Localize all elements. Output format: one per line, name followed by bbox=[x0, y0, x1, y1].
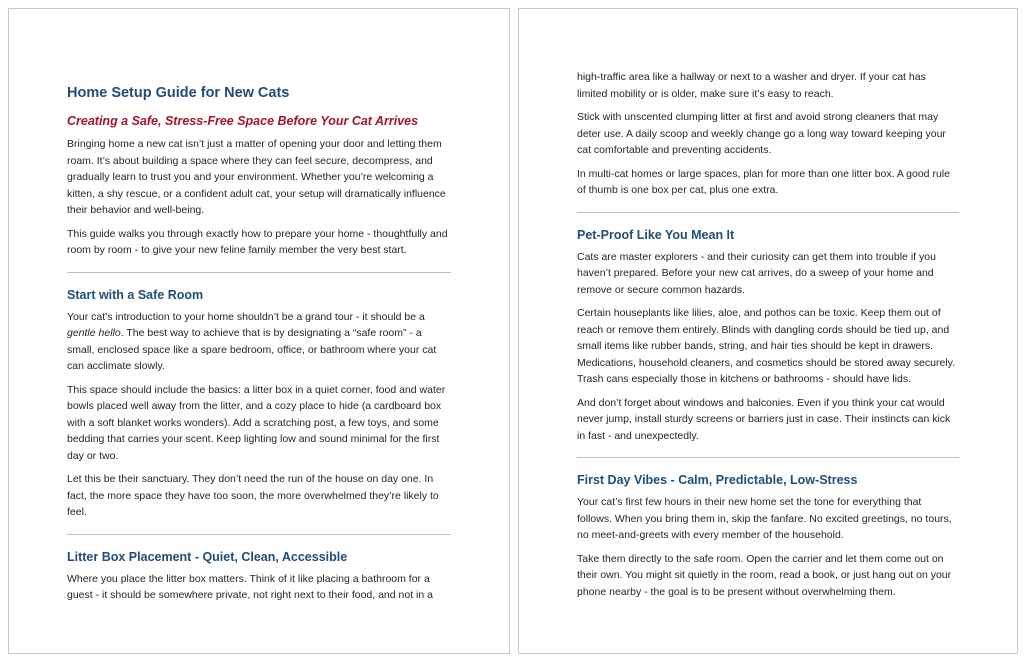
page-right bbox=[518, 8, 1018, 654]
intro-paragraph: Bringing home a new cat isn’t just a matter of opening your door and letting them roam. It’s about building a space where they can feel secure, decompress, and gradually learn to trust you and your environment. Whether you’re welcoming a kitten, a shy rescue, or a confident adult cat, your setup will dramatically influence their behavior and well-being. bbox=[67, 138, 446, 216]
section-heading-first-day: First Day Vibes - Calm, Predictable, Low-Stress bbox=[577, 473, 858, 487]
emphasis-text: gentle hello bbox=[67, 327, 121, 339]
section-heading-litter-box: Litter Box Placement - Quiet, Clean, Accessible bbox=[67, 549, 348, 564]
pet-proof-paragraph: And don’t forget about windows and balconies. Even if you think your cat would never jump, install sturdy screens or barriers just in case. Their instincts can kick in fast - and unexpectedly. bbox=[577, 396, 951, 442]
page-left bbox=[8, 8, 510, 654]
first-day-paragraph: Your cat’s first few hours in their new home set the tone for everything that follows. When you bring them in, skip the fanfare. No excited greetings, no tours, no meet-and-greets with every member of the household. bbox=[577, 496, 952, 541]
document-subtitle: Creating a Safe, Stress-Free Space Before Your Cat Arrives bbox=[67, 114, 419, 128]
safe-room-paragraph: This space should include the basics: a litter box in a quiet corner, food and water bowls placed well away from the litter, and a cozy place to hide (a cardboard box with a soft blanket works wonders). Add a scratching post, a few toys, and some bedding that carries your scent. Keep lighting low and sound minimal for the first day or two. bbox=[67, 383, 446, 462]
section-heading-safe-room: Start with a Safe Room bbox=[67, 287, 204, 302]
pet-proof-paragraph: Cats are master explorers - and their curiosity can get them into trouble if you haven’t prepared. Before your new cat arrives, do a sweep of your home and remove or secure common hazards. bbox=[577, 250, 936, 296]
section-divider bbox=[577, 212, 959, 213]
intro-paragraph: This guide walks you through exactly how to prepare your home - thoughtfully and room by room - to give your new feline family member the very best start. bbox=[67, 227, 448, 256]
litter-paragraph: Where you place the litter box matters. Think of it like placing a bathroom for a guest - it should be somewhere private, not right next to their food, and not in a bbox=[67, 572, 433, 601]
document-title: Home Setup Guide for New Cats bbox=[67, 85, 290, 101]
safe-room-paragraph bbox=[67, 309, 451, 375]
section-divider bbox=[67, 534, 451, 535]
pet-proof-paragraph: Certain houseplants like lilies, aloe, and pothos can be toxic. Keep them out of reach or remove them entirely. Blinds with dangling cords should be tied up, and small items like rubber bands, string, and hair ties should be kept in drawers. Medications, household cleaners, and cosmetics should be stored away securely. Trash cans especially those in kitchens or bathrooms - should have lids. bbox=[577, 307, 956, 385]
section-divider bbox=[577, 457, 959, 458]
section-divider bbox=[67, 272, 451, 273]
text-run: Your cat’s introduction to your home shouldn’t be a grand tour - it should be a bbox=[67, 310, 425, 323]
litter-paragraph: Stick with unscented clumping litter at first and avoid strong cleaners that may deter use. A daily scoop and weekly change go a long way toward keeping your cat comfortable and preventing accidents. bbox=[577, 111, 946, 156]
litter-paragraph: In multi-cat homes or large spaces, plan for more than one litter box. A good rule of thumb is one box per cat, plus one extra. bbox=[577, 167, 950, 196]
litter-paragraph: high-traffic area like a hallway or next to a washer and dryer. If your cat has limited mobility or is older, make sure it’s easy to reach. bbox=[577, 71, 926, 100]
page-left-content bbox=[67, 83, 451, 611]
safe-room-paragraph: Let this be their sanctuary. They don’t need the run of the house on day one. In fact, the more space they have too soon, the more overwhelmed they’re likely to feel. bbox=[67, 473, 439, 518]
text-run: . The best way to achieve that is by designating a “safe room” - a small, enclosed space like a spare bedroom, office, or bathroom where your cat can acclimate slowly. bbox=[67, 327, 437, 372]
section-heading-pet-proof: Pet-Proof Like You Mean It bbox=[577, 227, 735, 242]
first-day-paragraph: Take them directly to the safe room. Open the carrier and let them come out on their own. You might sit quietly in the room, read a book, or just hang out on your phone nearby - the goal is to be present without overwhelming them. bbox=[577, 552, 952, 598]
page-right-content bbox=[577, 69, 959, 607]
